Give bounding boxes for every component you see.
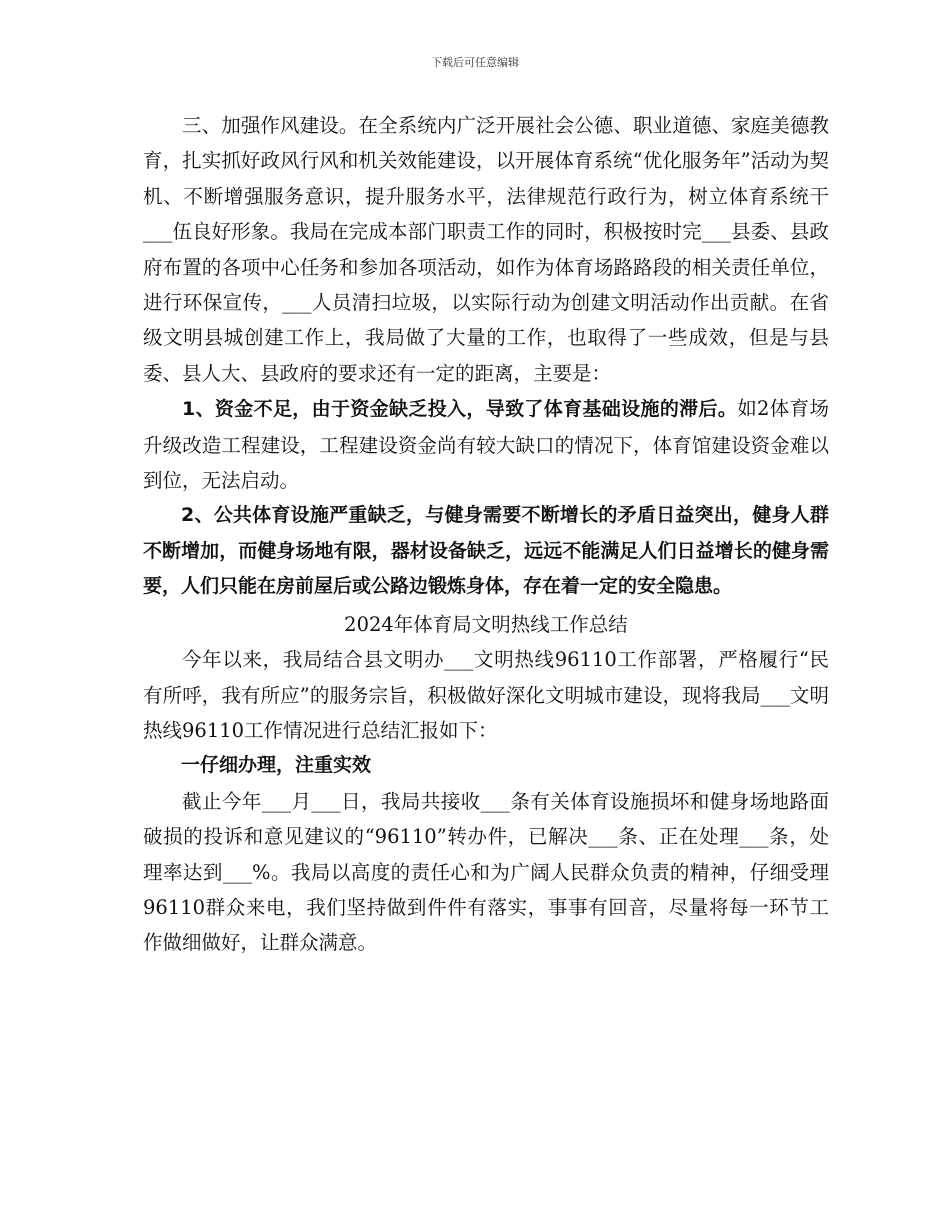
paragraph-style-building: 三、加强作风建设。在全系统内广泛开展社会公德、职业道德、家庭美德教育，扎实抓好政风行风和机关效能建设，以开展体育系统“优化服务年”活动为契机、不断增强服务意识，提升服务水平，法律规范行政行为，树立体育系统干___伍良好形象。我局在完成本部门职责工作的同时，积极按时完___县委、县政府布置的各项中心任务和参加各项活动，如作为体育场路路段的相关责任单位，进行环保宣传，___人员清扫垃圾，以实际行动为创建文明活动作出贡献。在省级文明县城创建工作上，我局做了大量的工作，也取得了一些成效，但是与县委、县人大、县政府的要求还有一定的距离，主要是： (143, 114, 829, 385)
issue-funding-detail: 如2体育场升级改造工程建设，工程建设资金尚有较大缺口的情况下，体育馆建设资金难以到位，无法启动。 (143, 397, 829, 493)
page-header-note: 下载后可任意编辑 (431, 56, 519, 69)
subheading-careful-handling: 一仔细办理，注重实效 (181, 754, 372, 777)
issue-funding-heading: 1、资金不足，由于资金缺乏投入，导致了体育基础设施的滞后。 (182, 398, 738, 421)
paragraph-detail: 截止今年___月___日，我局共接收___条有关体育设施损坏和健身场地路面破损的投诉和意见建议的“96110”转办件，已解决___条、正在处理___条，处理率达到___%。我局以高度的责任心和为广阔人民群众负责的精神，仔细受理96110群众来电，我们坚持做到件件有落实，事事有回音，尽量将每一环节工作做细做好，让群众满意。 (143, 789, 829, 955)
paragraph-issue-facilities: 2、公共体育设施严重缺乏，与健身需要不断增长的矛盾日益突出，健身人群不断增加，而健身场地有限，器材设备缺乏，远远不能满足人们日益增长的健身需要，人们只能在房前屋后或公路边锻炼身体，存在着一定的安全隐患。 (143, 504, 829, 598)
paragraph-issue-funding (143, 391, 829, 498)
paragraph-intro: 今年以来，我局结合县文明办___文明热线96110工作部署，严格履行“民有所呼，我有所应”的服务宗旨，积极做好深化文明城市建设，现将我局___文明热线96110工作情况进行总结汇报如下： (143, 648, 829, 742)
section-title: 2024年体育局文明热线工作总结 (344, 612, 628, 636)
document-body (143, 108, 829, 961)
